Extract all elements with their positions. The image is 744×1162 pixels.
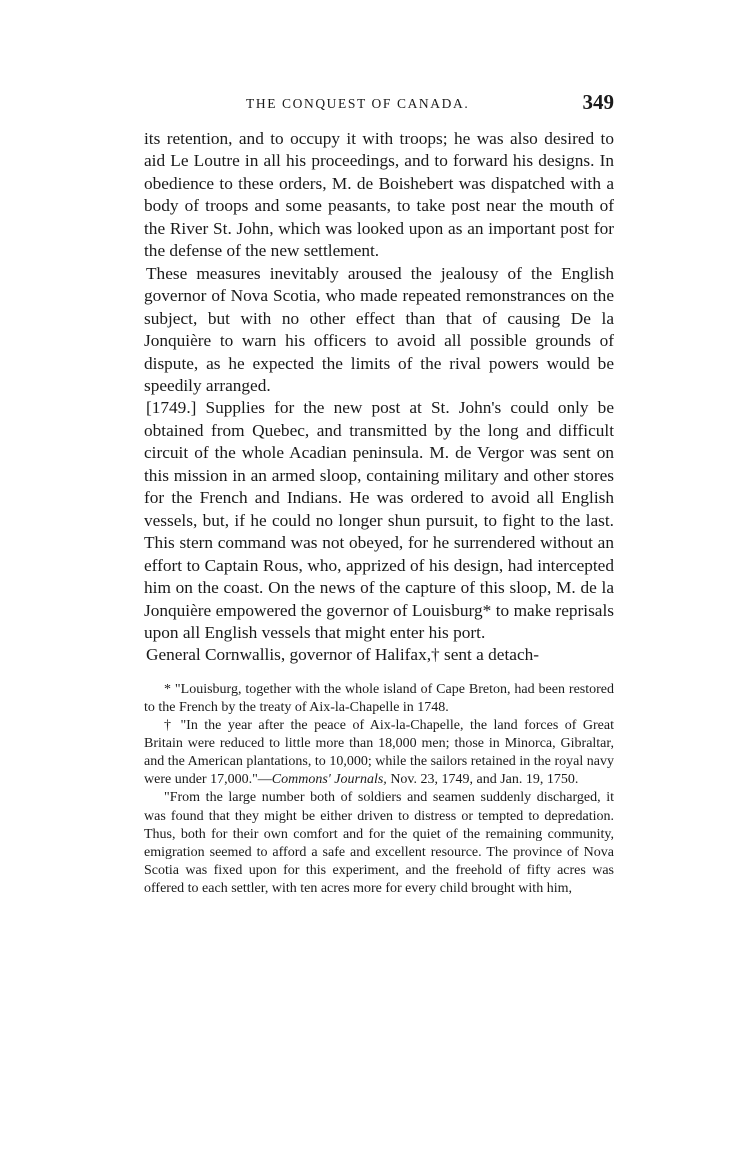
paragraph-4: General Cornwallis, governor of Halifax,† sent a detach- — [146, 645, 540, 665]
footnote-2 — [144, 717, 614, 789]
footnotes — [144, 681, 614, 898]
footnote-2-source: Commons' Journals, — [271, 772, 387, 788]
book-page — [144, 92, 614, 898]
footnote-1: * "Louisburg, together with the whole island of Cape Breton, had been restored to the French by the treaty of Aix-la-Chapelle in 1748. — [144, 681, 614, 715]
page-header — [144, 92, 614, 118]
running-head: THE CONQUEST OF CANADA. — [246, 96, 470, 111]
paragraph-1: its retention, and to occupy it with troops; he was also desired to aid Le Loutre in all his proceedings, and to forward his designs. In obedience to these orders, M. de Boishebert was dispatched with a body of troops and some peasants, to take post near the mouth of the River St. John, which was looked upon as an important post for the defense of the new settlement. — [144, 129, 614, 261]
footnote-3: "From the large number both of soldiers and seamen suddenly discharged, it was found that they might be either driven to distress or tempted to depredation. Thus, both for their own comfort and for the quiet of the remaining community, emigration seemed to afford a safe and excellent resource. The province of Nova Scotia was fixed upon for this experiment, and the freehold of fifty acres was offered to each settler, with ten acres more for every child brought with him, — [144, 790, 614, 896]
page-number: 349 — [582, 90, 614, 114]
paragraph-3: [1749.] Supplies for the new post at St. John's could only be obtained from Quebec, and transmitted by the long and difficult circuit of the whole Acadian peninsula. M. de Vergor was sent on this mission in an armed sloop, containing military and other stores for the French and Indians. He was ordered to avoid all English vessels, but, if he could no longer shun pursuit, to fight to the last. This stern command was not obeyed, for he surrendered without an effort to Captain Rous, who, apprized of his design, had intercepted him on the coast. On the news of the capture of this sloop, M. de la Jonquière empowered the governor of Louisburg* to make reprisals upon all English vessels that might enter his port. — [144, 398, 614, 642]
footnote-2-text: † "In the year after the peace of Aix-la-Chapelle, the land forces of Great Britain were reduced to little more than 18,000 men; those in Minorca, Gibraltar, and the American plantations, to 10,000; while the sailors retained in the royal navy were under 17,000."— — [144, 718, 614, 788]
footnote-2-dates: Nov. 23, 1749, and Jan. 19, 1750. — [386, 772, 579, 788]
body-text — [144, 128, 614, 667]
paragraph-2: These measures inevitably aroused the jealousy of the English governor of Nova Scotia, who made repeated remonstrances on the subject, but with no other effect than that of causing De la Jonquière to warn his officers to avoid all possible grounds of dispute, as he expected the limits of the rival powers would be speedily arranged. — [144, 263, 614, 395]
